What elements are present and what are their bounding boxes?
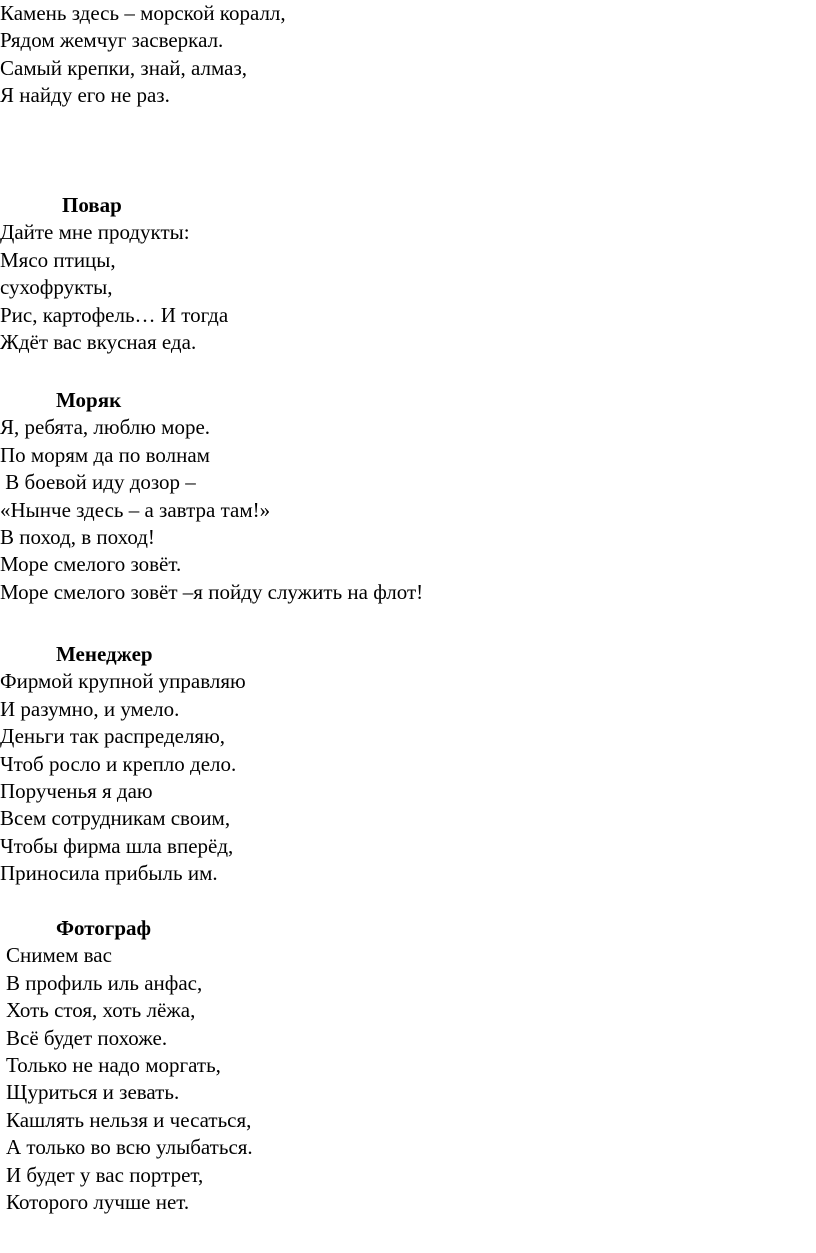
section-title-manager: Менеджер (56, 642, 153, 666)
photographer-line: Только не надо моргать, (6, 1052, 221, 1077)
cook-line: сухофрукты, (0, 275, 113, 300)
manager-line: Чтобы фирма шла вперёд, (0, 833, 234, 858)
intro-line: Я найду его не раз. (0, 83, 170, 108)
cook-section (0, 192, 228, 356)
sailor-line: «Нынче здесь – а завтра там!» (0, 497, 271, 522)
intro-line: Рядом жемчуг засверкал. (0, 28, 224, 53)
sailor-section (0, 387, 423, 606)
cook-line: Дайте мне продукты: (0, 220, 190, 245)
sailor-line: Море смелого зовёт. (0, 552, 182, 577)
sailor-line: Я, ребята, люблю море. (0, 415, 211, 440)
photographer-line: Снимем вас (6, 943, 112, 968)
photographer-line: Которого лучше нет. (6, 1189, 190, 1214)
photographer-line: И будет у вас портрет, (6, 1162, 204, 1187)
section-title-cook: Повар (62, 193, 122, 217)
manager-line: Фирмой крупной управляю (0, 669, 246, 694)
cook-line: Рис, картофель… И тогда (0, 302, 229, 327)
manager-line: И разумно, и умело. (0, 696, 180, 721)
sailor-line: В поход, в поход! (0, 524, 155, 549)
manager-line: Порученья я даю (0, 778, 153, 803)
section-title-photographer: Фотограф (56, 916, 152, 940)
manager-line: Приносила прибыль им. (0, 861, 218, 886)
sailor-line: В боевой иду дозор – (0, 470, 196, 495)
photographer-line: Кашлять нельзя и чесаться, (6, 1107, 252, 1132)
sailor-line: Море смелого зовёт –я пойду служить на флот! (0, 579, 424, 604)
photographer-line: Хоть стоя, хоть лёжа, (6, 998, 196, 1023)
photographer-line: Всё будет похоже. (6, 1025, 168, 1050)
intro-line: Камень здесь – морской коралл, (0, 1, 286, 25)
cook-line: Ждёт вас вкусная еда. (0, 329, 197, 354)
manager-line: Всем сотрудникам своим, (0, 806, 231, 831)
photographer-line: В профиль иль анфас, (6, 970, 203, 995)
cook-line: Мясо птицы, (0, 247, 116, 272)
photographer-section (0, 915, 253, 1216)
photographer-line: Щуриться и зевать. (6, 1080, 180, 1105)
sailor-line: По морям да по волнам (0, 442, 210, 467)
photographer-line: А только во всю улыбаться. (6, 1135, 253, 1160)
manager-line: Деньги так распределяю, (0, 724, 226, 749)
intro-line: Самый крепки, знай, алмаз, (0, 55, 248, 80)
manager-section (0, 641, 246, 888)
section-title-sailor: Моряк (56, 388, 122, 412)
manager-line: Чтоб росло и крепло дело. (0, 751, 237, 776)
intro-stanza (0, 0, 286, 110)
